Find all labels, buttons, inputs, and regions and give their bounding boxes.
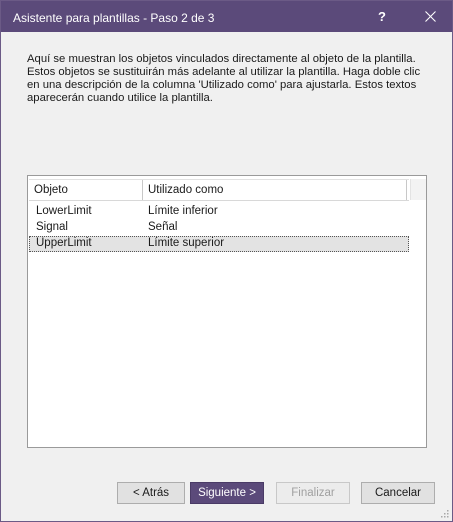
cell-used-as[interactable]: Señal bbox=[148, 221, 178, 233]
window-title: Asistente para plantillas - Paso 2 de 3 bbox=[13, 11, 215, 25]
resize-grip-icon[interactable] bbox=[441, 510, 449, 518]
description-text: Aquí se muestran los objetos vinculados directamente al objeto de la plantilla. Estos objetos se sustituirán más adelante al utilizar la plantilla. Haga doble clic en una descripción de la columna 'Utilizado como' para ajustarla. Estos textos aparecerán cuando utilice la plantilla. bbox=[27, 53, 421, 104]
cell-object: Signal bbox=[36, 221, 68, 233]
column-header-object[interactable]: Objeto bbox=[29, 180, 143, 200]
close-button[interactable] bbox=[408, 1, 452, 32]
back-button[interactable]: < Atrás bbox=[117, 482, 185, 504]
title-bar[interactable] bbox=[1, 1, 452, 32]
list-row[interactable] bbox=[29, 220, 409, 236]
cell-object: UpperLimit bbox=[36, 237, 92, 249]
linked-objects-list[interactable] bbox=[27, 175, 427, 448]
list-row[interactable] bbox=[29, 204, 409, 220]
cell-object: LowerLimit bbox=[36, 205, 92, 217]
column-header-used-as[interactable]: Utilizado como bbox=[143, 180, 407, 200]
next-button[interactable]: Siguiente > bbox=[190, 482, 264, 504]
cancel-button[interactable]: Cancelar bbox=[361, 482, 435, 504]
header-filler bbox=[410, 179, 426, 200]
close-icon bbox=[425, 11, 436, 22]
list-row-selected[interactable] bbox=[29, 236, 409, 252]
help-button[interactable]: ? bbox=[378, 9, 386, 24]
list-header bbox=[29, 179, 409, 201]
finish-button: Finalizar bbox=[276, 482, 350, 504]
list-rows bbox=[29, 204, 409, 252]
cell-used-as[interactable]: Límite inferior bbox=[148, 205, 218, 217]
cell-used-as[interactable]: Límite superior bbox=[148, 237, 225, 249]
